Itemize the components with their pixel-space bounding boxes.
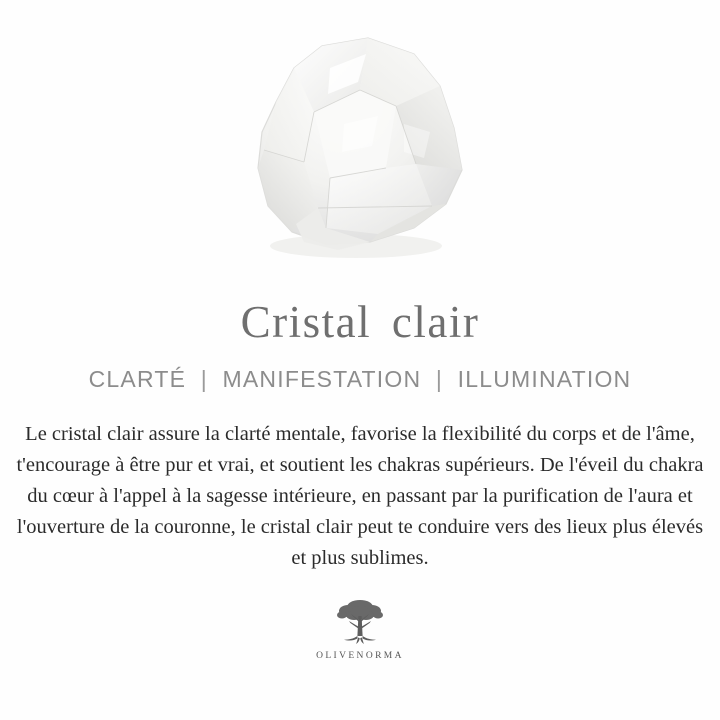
- description-text: Le cristal clair assure la clarté mentale, favorise la flexibilité du corps et de l'âme, t'encourage à être pur et vrai, et soutient les chakras supérieurs. De l'éveil du chakra du cœur à l'appel à la sagesse intérieure, en passant par la purification de l'aura et l'ouverture de la couronne, le cristal clair peut te conduire vers des lieux plus élevés et plus sublimes.: [16, 423, 704, 569]
- crystal-image-area: [0, 0, 720, 290]
- keyword-separator-2: |: [435, 366, 444, 392]
- clear-quartz-illustration: [218, 28, 488, 268]
- keyword-separator-1: |: [200, 366, 208, 392]
- brand-name: OLIVENORMA: [316, 651, 404, 661]
- brand-logo: [316, 596, 404, 661]
- keyword-clarity: CLARTÉ: [88, 366, 187, 392]
- page-title: Cristal clair: [240, 297, 480, 347]
- crystal-image: [218, 28, 488, 268]
- tree-of-life-icon: [331, 596, 389, 648]
- keyword-list: [89, 366, 632, 393]
- keyword-manifestation: MANIFESTATION: [222, 366, 422, 392]
- description-block: [15, 419, 705, 574]
- keyword-illumination: ILLUMINATION: [457, 366, 632, 392]
